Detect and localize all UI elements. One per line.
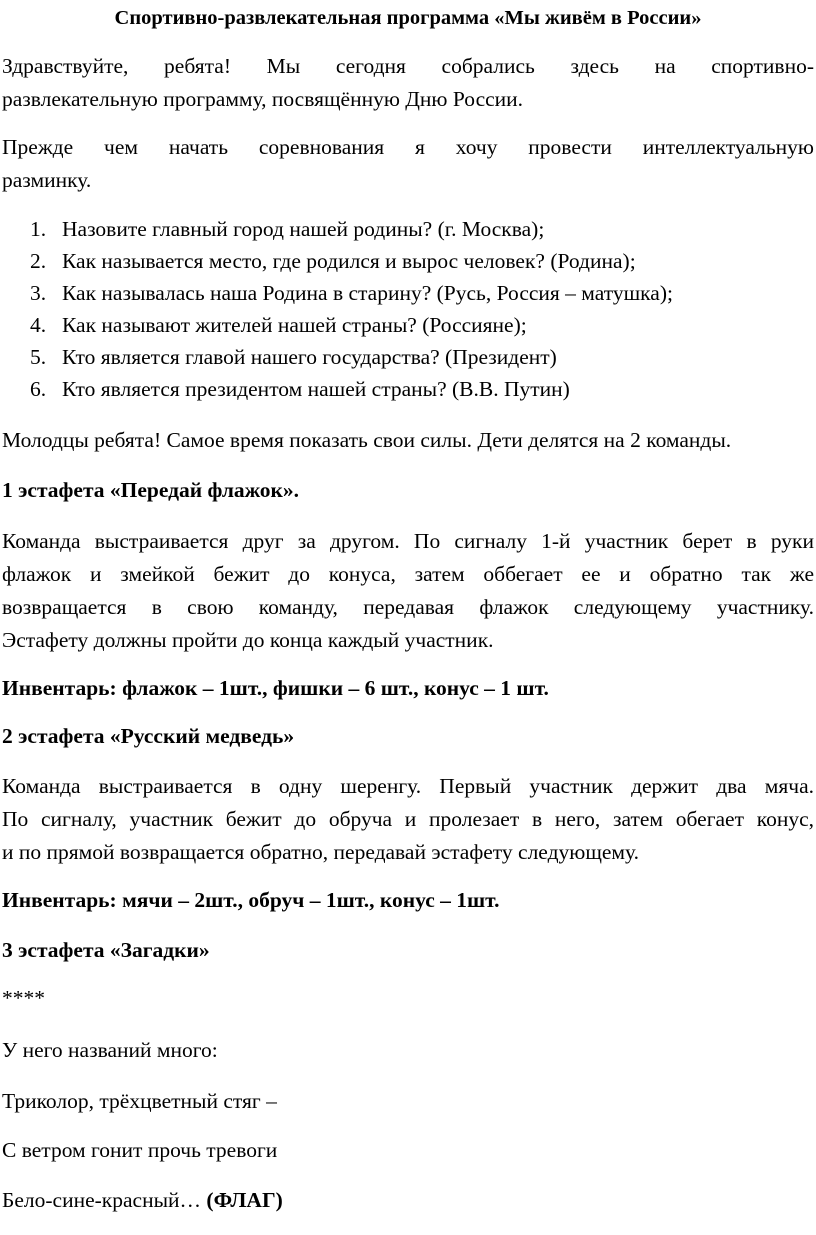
relay-2-line-3: и по прямой возвращается обратно, передавай эстафету следующему. bbox=[2, 840, 639, 864]
list-item-text: Как называется место, где родился и вырос человек? (Родина); bbox=[62, 249, 636, 273]
relay-1-line-4: Эстафету должны пройти до конца каждый участник. bbox=[2, 628, 494, 652]
riddle-separator: **** bbox=[2, 986, 45, 1010]
riddle-line-4-text: Бело-сине-красный… bbox=[2, 1188, 207, 1212]
riddle-line-2: Триколор, трёхцветный стяг – bbox=[2, 1089, 277, 1113]
document-title: Спортивно-развлекательная программа «Мы живём в России» bbox=[114, 7, 702, 29]
list-item-number: 4. bbox=[30, 313, 47, 337]
relay-1-heading: 1 эстафета «Передай флажок». bbox=[2, 478, 299, 502]
riddle-line-3: С ветром гонит прочь тревоги bbox=[2, 1138, 278, 1162]
intro-line-2: развлекательную программу, посвящённую Дню России. bbox=[2, 87, 524, 111]
list-item bbox=[30, 309, 527, 341]
relay-1-line-3: возвращается в свою команду, передавая флажок следующему участнику. bbox=[2, 595, 814, 619]
relay-3-heading: 3 эстафета «Загадки» bbox=[2, 938, 210, 962]
list-item bbox=[30, 373, 570, 405]
relay-1-line-1: Команда выстраивается друг за другом. По сигналу 1-й участник берет в руки bbox=[2, 529, 814, 553]
relay-1-line-2: флажок и змейкой бежит до конуса, затем оббегает ее и обратно так же bbox=[2, 562, 814, 586]
relay-1-inventory: Инвентарь: флажок – 1шт., фишки – 6 шт., конус – 1 шт. bbox=[2, 676, 549, 700]
list-item-number: 5. bbox=[30, 345, 47, 369]
warmup-line-2: разминку. bbox=[2, 168, 92, 192]
intro-line-1: Здравствуйте, ребята! Мы сегодня собрались здесь на спортивно- bbox=[2, 54, 814, 78]
list-item-number: 3. bbox=[30, 281, 47, 305]
riddle-answer: (ФЛАГ) bbox=[206, 1188, 283, 1212]
list-item bbox=[30, 341, 557, 373]
list-item bbox=[30, 245, 636, 277]
list-item-text: Назовите главный город нашей родины? (г. Москва); bbox=[62, 217, 545, 241]
relay-2-inventory: Инвентарь: мячи – 2шт., обруч – 1шт., конус – 1шт. bbox=[2, 888, 500, 912]
list-item-number: 2. bbox=[30, 249, 47, 273]
list-item bbox=[30, 213, 544, 245]
list-item-text: Как называлась наша Родина в старину? (Русь, Россия – матушка); bbox=[62, 281, 673, 305]
relay-2-line-2: По сигналу, участник бежит до обруча и пролезает в него, затем обегает конус, bbox=[2, 807, 814, 831]
riddle-line-1: У него названий много: bbox=[2, 1038, 218, 1062]
riddle-line-4 bbox=[2, 1184, 283, 1216]
relay-2-line-1: Команда выстраивается в одну шеренгу. Первый участник держит два мяча. bbox=[2, 774, 814, 798]
list-item-number: 1. bbox=[30, 217, 47, 241]
warmup-line-1: Прежде чем начать соревнования я хочу провести интеллектуальную bbox=[2, 135, 814, 159]
list-item bbox=[30, 277, 673, 309]
list-item-number: 6. bbox=[30, 377, 47, 401]
teams-paragraph: Молодцы ребята! Самое время показать свои силы. Дети делятся на 2 команды. bbox=[2, 428, 732, 452]
list-item-text: Как называют жителей нашей страны? (Россияне); bbox=[62, 313, 527, 337]
list-item-text: Кто является президентом нашей страны? (В.В. Путин) bbox=[62, 377, 570, 401]
list-item-text: Кто является главой нашего государства? (Президент) bbox=[62, 345, 557, 369]
relay-2-heading: 2 эстафета «Русский медведь» bbox=[2, 724, 295, 748]
